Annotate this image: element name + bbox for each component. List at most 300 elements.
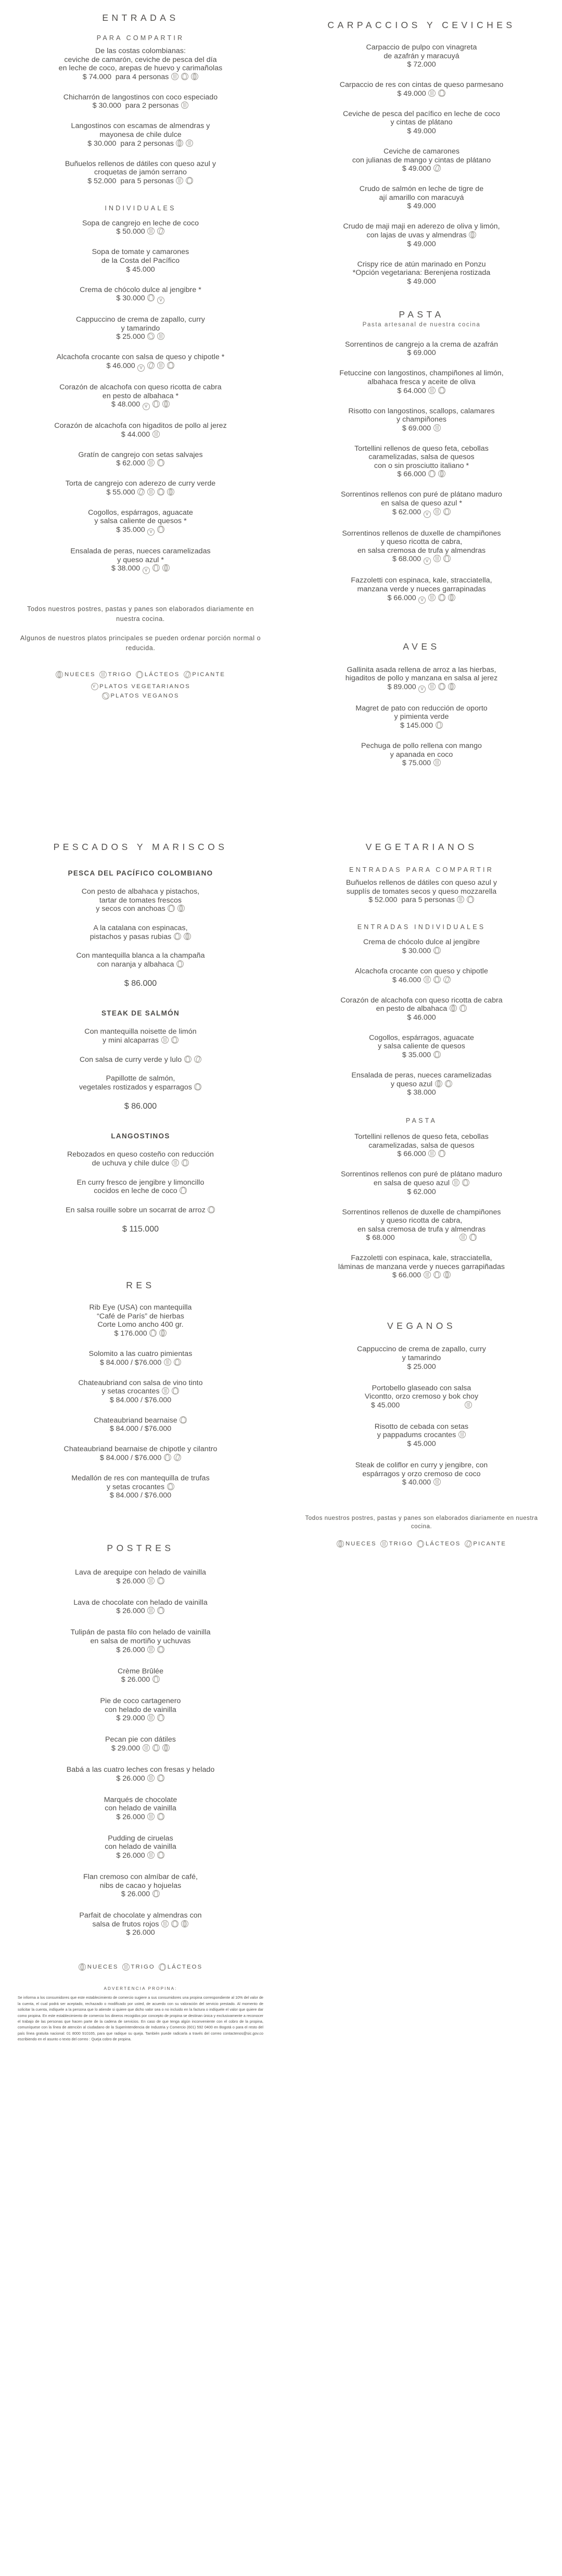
menu-item-name: y queso azul [299, 1080, 544, 1089]
pescados-option [18, 1056, 263, 1075]
pasta-list [299, 340, 544, 615]
menu-item [299, 576, 544, 615]
wheat-icon [433, 1478, 441, 1486]
menu-item-price-row [299, 947, 544, 956]
dairy-icon [171, 1920, 178, 1927]
menu-item [18, 1598, 263, 1629]
menu-item [18, 1445, 263, 1474]
spicy-icon [174, 1454, 181, 1461]
wheat-icon [147, 1714, 155, 1721]
wheat-icon [161, 1036, 169, 1044]
wheat-icon [147, 1813, 155, 1820]
menu-item-name: Gratín de cangrejo con setas salvajes [78, 450, 203, 459]
pescados-option [18, 1178, 263, 1206]
dairy-icon [149, 1329, 157, 1337]
section-title-entradas: ENTRADAS [102, 12, 179, 23]
dairy-icon [180, 1416, 187, 1424]
wheat-icon [433, 424, 441, 432]
dairy-icon [438, 683, 445, 690]
menu-item-name: albahaca fresca y aceite de oliva [367, 377, 476, 386]
menu-item-price: $ 40.000 [402, 1478, 431, 1487]
menu-item-name: Cogollos, espárragos, aguacate [88, 508, 193, 517]
dairy-icon [152, 1676, 160, 1683]
menu-item-name: y salsa caliente de quesos [378, 1042, 465, 1051]
dairy-icon [152, 1890, 160, 1897]
pescados-option-text: Papillotte de salmón, [106, 1074, 175, 1083]
menu-item [299, 43, 544, 81]
menu-item-price-row [18, 227, 263, 236]
menu-item-price-row [299, 240, 544, 249]
menu-item-name: Chateaubriand con salsa de vino tinto [78, 1378, 203, 1387]
dairy-icon [176, 960, 184, 968]
menu-item-name: láminas de manzana verde y nueces garrapiñadas [338, 1262, 505, 1271]
legend-entry [159, 1963, 202, 1971]
legend-entry [56, 671, 96, 678]
dairy-icon [157, 1774, 164, 1782]
spicy-icon [147, 362, 155, 369]
menu-item-name: supplís de tomates secos y queso mozzarella [346, 887, 497, 896]
menu-item [299, 81, 544, 110]
pescados-option [18, 951, 263, 979]
menu-item-price-row [299, 594, 544, 604]
menu-item [299, 704, 544, 742]
section-title-aves: AVES [403, 641, 440, 652]
wheat-icon [176, 177, 183, 184]
menu-item-name: en salsa de queso azul * [381, 499, 462, 508]
nut-icon [176, 139, 183, 147]
wheat-icon [428, 594, 436, 601]
menu-item-name: Sorrentinos rellenos de duxelle de champiñones [342, 529, 501, 538]
menu-item-name: Chateaubriand bearnaise [18, 1416, 263, 1425]
pescados-group-heading: PESCA DEL PACÍFICO COLOMBIANO [68, 869, 213, 878]
menu-item-price: $ 25.000 [407, 1362, 436, 1371]
menu-item-name: con helado de vainilla [105, 1804, 176, 1813]
menu-item-price: $ 48.000 [111, 400, 140, 409]
menu-item-serves: para 2 personas [116, 139, 174, 148]
menu-item-name: Sorrentinos rellenos de duxelle de champiñones [342, 1208, 501, 1216]
menu-item [299, 742, 544, 779]
nut-icon [56, 671, 63, 678]
menu-item-price: $ 45.000 [126, 265, 155, 274]
menu-item-name: higaditos de pollo y manzana en salsa al jerez [345, 674, 498, 683]
menu-item [18, 47, 263, 93]
pescados-group-price: $ 115.000 [122, 1225, 159, 1234]
nut-icon [79, 1963, 86, 1971]
menu-item-price-row [299, 127, 544, 136]
page-1-columns [0, 0, 562, 779]
menu-item [18, 93, 263, 122]
menu-item [18, 1667, 263, 1697]
wheat-icon [162, 1387, 169, 1394]
wheat-icon [147, 1646, 155, 1653]
menu-item-name: croquetas de jamón serrano [94, 168, 187, 177]
note-postres: Todos nuestros postres, pastas y panes son elaborados diariamente en nuestra cocina. [27, 605, 254, 623]
menu-item-price-row [299, 976, 544, 985]
veg-compartir-list [299, 879, 544, 916]
menu-item [299, 185, 544, 222]
menu-item [299, 967, 544, 996]
legend-entry [99, 671, 132, 678]
menu-item-price-row [18, 1454, 263, 1463]
menu-item [18, 353, 263, 383]
postres-list [18, 1568, 263, 1950]
wheat-icon [122, 1963, 130, 1971]
menu-item-name: Pudding de ciruelas [108, 1834, 173, 1843]
menu-item-price-row [18, 1396, 263, 1405]
dairy-icon [147, 294, 155, 301]
menu-item-price-row [299, 349, 544, 358]
menu-item-price: $ 84.000 / $76.000 [109, 1395, 172, 1404]
dairy-icon [174, 1359, 181, 1366]
menu-item [299, 1208, 544, 1254]
vegetarian-icon [424, 511, 431, 518]
menu-item [18, 1834, 263, 1873]
pescados-option [18, 1074, 263, 1102]
legend-label: PICANTE [192, 671, 226, 678]
menu-item-price-row [18, 333, 263, 341]
menu-item-name: en pesto de albahaca [299, 1005, 544, 1013]
dairy-icon [157, 1851, 164, 1859]
menu-item-price: $ 49.000 [407, 277, 436, 286]
menu-item-name: Babá a las cuatro leches con fresas y helado [66, 1765, 215, 1774]
menu-item-price-row [18, 1425, 263, 1433]
menu-item-price-row [18, 1813, 263, 1822]
menu-item-name: con o sin prosciutto italiano * [374, 461, 469, 470]
menu-item-name: Crème Brûlée [117, 1667, 164, 1676]
menu-item-price: $ 45.000 [407, 1440, 436, 1449]
menu-item [18, 315, 263, 353]
wheat-icon [433, 555, 441, 562]
nut-icon [181, 1920, 188, 1927]
entradas-compartir-list [18, 47, 263, 197]
propina-body: Se informa a los consumidores que este establecimiento de comercio sugiere a sus consumidores una propina correspondiente al 10% del valor de la cuenta, el cual podrá ser aceptado, rechazado o modificado por usted, de acuerdo con su valoración del servicio prestado. Al momento de solicitar la cuenta, indíquele a la persona que lo atiende si quiere que dicho valor sea o no incluido en la factura o indíquele el valor que quiere dar como propina. En este establecimiento de comercio los dineros recogidos por concepto de propina se destinan única y exclusivamente a reconocer el trabajo de las personas que hacen parte de la cadena de servicios. En caso de que tenga algún inconveniente con el cobro de la propina, comuníquese con la línea de atención al ciudadano de la Superintendencia de Industria y Comercio (601) 592 0400 en Bogotá o para el resto del país línea gratuita nacional: 01 8000 910165, para que radique su queja. También puede radicarla a través del correo contactenos@sic.gov.co escribiendo en el asunto o texto del correo : Queja cobro de propina. [18, 1995, 263, 2042]
menu-item-name: Flan cremoso con almíbar de café, [83, 1872, 198, 1881]
menu-item [299, 529, 544, 577]
menu-item [18, 451, 263, 480]
legend-vegan-label: PLATOS VEGANOS [110, 693, 180, 700]
menu-item-price: $ 74.000 [82, 72, 111, 81]
dairy-icon [438, 594, 445, 601]
menu-item [18, 1873, 263, 1911]
wheat-icon [147, 1577, 155, 1584]
wheat-icon [147, 1607, 155, 1614]
menu-item-price-row [299, 721, 544, 730]
menu-item [18, 383, 263, 422]
legend-label: TRIGO [389, 1541, 413, 1547]
dairy-icon [152, 564, 160, 572]
pescados-group-price: $ 86.000 [124, 979, 157, 988]
menu-item-name: Corazón de alcachofa con higaditos de pollo al jerez [54, 422, 227, 430]
menu-item-price: $ 26.000 [116, 1774, 145, 1783]
menu-item-price-row [299, 1150, 544, 1159]
nut-icon [469, 231, 476, 238]
legend-vegetarian-label: PLATOS VEGETARIANOS [99, 683, 190, 690]
spicy-icon [157, 227, 164, 235]
veganos-note: Todos nuestros postres, pastas y panes son elaborados diariamente en nuestra cocina. [305, 1515, 538, 1530]
menu-item-price: $ 49.000 [397, 89, 426, 98]
section-title-veganos: VEGANOS [387, 1321, 456, 1331]
dairy-icon [184, 1056, 191, 1063]
menu-item-price: $ 84.000 / $76.000 [109, 1491, 172, 1500]
legend-allergens [18, 671, 263, 678]
menu-item-price: $ 35.000 [402, 1050, 431, 1059]
menu-item-price: $ 25.000 [116, 333, 145, 341]
menu-item-price: $ 66.000 [397, 1150, 426, 1159]
dairy-icon [157, 1577, 164, 1584]
menu-item [18, 1568, 263, 1598]
pescados-option-text: Con pesto de albahaca y pistachos, [81, 887, 200, 896]
wheat-icon [147, 459, 155, 466]
menu-item-name: *Opción vegetariana: Berenjena rostizada [352, 269, 491, 277]
menu-item-price: $ 46.000 [106, 361, 135, 370]
menu-item-name: Medallón de res con mantequilla de trufas [71, 1474, 210, 1483]
menu-item-price: $ 50.000 [116, 227, 145, 236]
menu-item-price-row [18, 1928, 263, 1937]
vegetarian-icon [143, 567, 150, 574]
menu-item-serves: para 5 personas [397, 896, 455, 905]
wheat-icon [428, 387, 436, 394]
menu-item-price: $ 35.000 [116, 526, 145, 535]
wheat-icon [428, 683, 436, 690]
pescados-option-text: En curry fresco de jengibre y limoncillo [76, 1178, 205, 1187]
subtitle-veg-compartir: ENTRADAS PARA COMPARTIR [349, 866, 494, 874]
menu-item-price-row [18, 1577, 263, 1586]
dairy-icon [459, 1005, 467, 1012]
pescados-option [18, 1027, 263, 1055]
menu-item-name: Crema de chócolo dulce al jengibre * [80, 285, 201, 294]
menu-item-price: $ 64.000 [397, 386, 426, 395]
menu-item-price-row [18, 1851, 263, 1860]
menu-item-price-row [18, 564, 263, 574]
dairy-icon [164, 1454, 171, 1461]
menu-item-price: $ 84.000 / $76.000 [109, 1425, 172, 1433]
pescados-option-text: Con salsa de curry verde y lulo [18, 1056, 263, 1064]
menu-item-name: Portobello glaseado con salsa [372, 1384, 471, 1392]
menu-item-price-row [18, 1676, 263, 1684]
menu-item-name: Ensalada de peras, nueces caramelizadas [351, 1071, 492, 1080]
menu-item-name: Torta de cangrejo con aderezo de curry verde [65, 479, 216, 488]
menu-item [299, 1133, 544, 1170]
menu-item-name: en leche de coco, arepas de huevo y carimañolas [58, 64, 223, 73]
entradas-individuales-list [18, 219, 263, 586]
menu-item-price-row [18, 177, 263, 186]
menu-item-name: Steak de coliflor en curry y jengibre, con [355, 1461, 488, 1470]
wheat-icon [465, 1401, 472, 1408]
pescados-option-text: Con mantequilla blanca a la champaña [76, 951, 205, 960]
dairy-icon [157, 1813, 164, 1820]
menu-item-name: Alcachofa crocante con queso y chipotle [355, 967, 488, 975]
dairy-icon [182, 1159, 189, 1166]
menu-item [18, 1796, 263, 1834]
legend-entry [79, 1963, 119, 1971]
menu-item-name: Ensalada de peras, nueces caramelizadas [70, 547, 211, 556]
legend-entry [464, 1540, 506, 1547]
pasta-tagline: Pasta artesanal de nuestra cocina [362, 321, 481, 328]
spicy-icon [443, 976, 451, 983]
menu-item-price: $ 66.000 [392, 1271, 422, 1280]
menu-item [18, 1474, 263, 1512]
menu-item-name: y apanada en coco [390, 750, 453, 759]
wheat-icon [186, 139, 193, 147]
dairy-icon [157, 1714, 164, 1721]
vegetarian-icon [143, 403, 150, 410]
menu-item-serves: para 5 personas [116, 176, 174, 185]
menu-item-name: manzana verde y nueces garrapinadas [357, 585, 486, 594]
menu-item-price-row [299, 164, 544, 173]
menu-item [18, 1350, 263, 1379]
legend-label: PICANTE [473, 1541, 507, 1547]
dairy-icon [152, 400, 160, 408]
dairy-icon [438, 387, 445, 394]
menu-item [299, 879, 544, 916]
wheat-icon [99, 671, 107, 678]
pescados-option-text: y mini alcaparras [18, 1036, 263, 1045]
menu-item-name: y setas crocantes [18, 1387, 263, 1396]
menu-item-name: Chateaubriand bearnaise de chipotle y cilantro [63, 1445, 218, 1454]
menu-item [18, 286, 263, 316]
legend-vegan [18, 692, 263, 700]
menu-item-name: con helado de vainilla [105, 1705, 176, 1714]
menu-item-name: nibs de cacao y hojuelas [99, 1881, 182, 1890]
subtitle-veg-individuales: ENTRADAS INDIVIDUALES [357, 923, 486, 931]
vegetarian-icon [418, 686, 426, 693]
legend-label: NUECES [345, 1541, 377, 1547]
nut-icon [435, 1080, 442, 1087]
menu-item-price: $ 68.000 [392, 555, 422, 564]
subtitle-individuales: INDIVIDUALES [105, 204, 176, 212]
menu-item-name: en salsa cremosa de trufa y almendras [357, 546, 486, 555]
menu-item [299, 369, 544, 407]
menu-item-price: $ 29.000 [111, 1744, 140, 1753]
vegetarian-icon [137, 364, 145, 372]
spicy-icon [194, 1056, 201, 1063]
pescados-option-text: Con mantequilla noisette de limón [84, 1027, 197, 1036]
pescados-option-text: Rebozados en queso costeño con reducción [67, 1150, 214, 1159]
menu-item [299, 147, 544, 185]
menu-item-name: y tamarindo [121, 324, 160, 333]
menu-item-price: $ 52.000 [87, 176, 117, 185]
menu-item-price-row [299, 1271, 544, 1280]
menu-item [18, 547, 263, 586]
legend-entry [122, 1963, 155, 1971]
dairy-icon [194, 1083, 201, 1090]
menu-item-name: de azafrán y maracuyá [384, 52, 459, 60]
menu-item-name: Crispy rice de atún marinado en Ponzu [357, 260, 486, 269]
menu-item-name: Cogollos, espárragos, aguacate [369, 1033, 474, 1042]
page-2-columns [0, 842, 562, 2042]
menu-item-name: en pesto de albahaca * [102, 391, 179, 400]
dairy-icon [433, 947, 441, 954]
pescados-option-text: En salsa rouille sobre un socarrat de arroz [18, 1206, 263, 1215]
menu-item [299, 222, 544, 260]
menu-item-price: $ 26.000 [126, 1928, 155, 1937]
menu-item-price-row [299, 90, 544, 98]
menu-item-name: ceviche de camarón, ceviche de pesca del día [64, 55, 217, 64]
nut-icon [337, 1540, 344, 1547]
menu-item-name: y salsa caliente de quesos * [94, 517, 187, 526]
menu-item-price: $ 49.000 [407, 202, 436, 211]
menu-item-name: mayonesa de chile dulce [99, 130, 182, 139]
menu-item-price: $ 44.000 [121, 430, 150, 439]
dairy-icon [159, 1963, 166, 1971]
menu-item-price: $ 26.000 [116, 1607, 145, 1616]
menu-item-price: $ 68.000 [366, 1234, 395, 1242]
menu-item-price-row [299, 555, 544, 565]
menu-item [18, 1416, 263, 1445]
menu-item-name: Buñuelos rellenos de dátiles con queso azul y [346, 879, 497, 887]
wheat-icon [459, 1234, 467, 1241]
menu-item-name: caramelizadas, salsa de quesos [368, 453, 475, 462]
dairy-icon [171, 1036, 178, 1044]
nut-icon [448, 594, 455, 601]
menu-item-price-row [299, 896, 544, 905]
menu-item-price: $ 30.000 [92, 101, 121, 110]
legend-label: NUECES [64, 671, 96, 678]
wheat-icon [171, 73, 178, 80]
column-entradas [0, 0, 281, 779]
menu-item-price: $ 26.000 [116, 1577, 145, 1585]
menu-item-price-row [18, 1646, 263, 1655]
legend-entry [417, 1540, 461, 1547]
menu-item-name: en salsa cremosa de trufa y almendras [357, 1225, 486, 1234]
menu-item-price-row [299, 277, 544, 286]
menu-item-name: Cappuccino de crema de zapallo, curry [76, 315, 205, 324]
wheat-icon [147, 1851, 155, 1859]
menu-item [18, 1379, 263, 1416]
menu-item [299, 445, 544, 491]
menu-item-price: $ 66.000 [397, 470, 426, 479]
menu-item [18, 1697, 263, 1735]
menu-item-name: Carpaccio de pulpo con vinagreta [366, 43, 477, 52]
vegetarian-icon [157, 297, 164, 304]
pescados-group-heading: STEAK DE SALMÓN [101, 1009, 180, 1018]
menu-item-price-row [18, 265, 263, 274]
menu-item-allergens [462, 1401, 472, 1410]
menu-item-price-row [18, 1607, 263, 1616]
dairy-icon [157, 1646, 164, 1653]
menu-item-name: Gallinita asada rellena de arroz a las hierbas, [347, 665, 496, 674]
menu-item-price: $ 84.000 / $76.000 [99, 1358, 162, 1367]
menu-item-price-row [299, 387, 544, 396]
menu-item-name: Sorrentinos rellenos con puré de plátano maduro [341, 490, 502, 499]
menu-item [18, 422, 263, 451]
menu-item-price-row [18, 73, 263, 82]
legend-entry [136, 671, 180, 678]
menu-item-price-row [299, 1188, 544, 1197]
section-title-vegetarianos: VEGETARIANOS [365, 842, 478, 853]
menu-item-price-row [18, 488, 263, 497]
menu-item-price-row [18, 1491, 263, 1500]
menu-item-name: Crudo de salmón en leche de tigre de [359, 185, 484, 194]
menu-item [299, 110, 544, 147]
spicy-icon [433, 164, 441, 172]
dairy-icon [438, 1150, 445, 1157]
dairy-icon [136, 671, 143, 678]
menu-item [299, 1423, 544, 1461]
wheat-icon [147, 1774, 155, 1782]
menu-item-name: Solomito a las cuatro pimientas [88, 1350, 193, 1359]
menu-item [18, 1911, 263, 1950]
vegetarian-icon [424, 557, 431, 565]
menu-item-price-row [18, 362, 263, 372]
nut-icon [443, 1271, 451, 1278]
menu-item-price-row [299, 683, 544, 693]
dairy-icon [469, 1234, 477, 1241]
menu-item-price-row [299, 202, 544, 211]
menu-item-price-row [299, 759, 544, 768]
menu-item-price: $ 49.000 [407, 239, 436, 248]
wheat-icon [161, 1920, 169, 1927]
